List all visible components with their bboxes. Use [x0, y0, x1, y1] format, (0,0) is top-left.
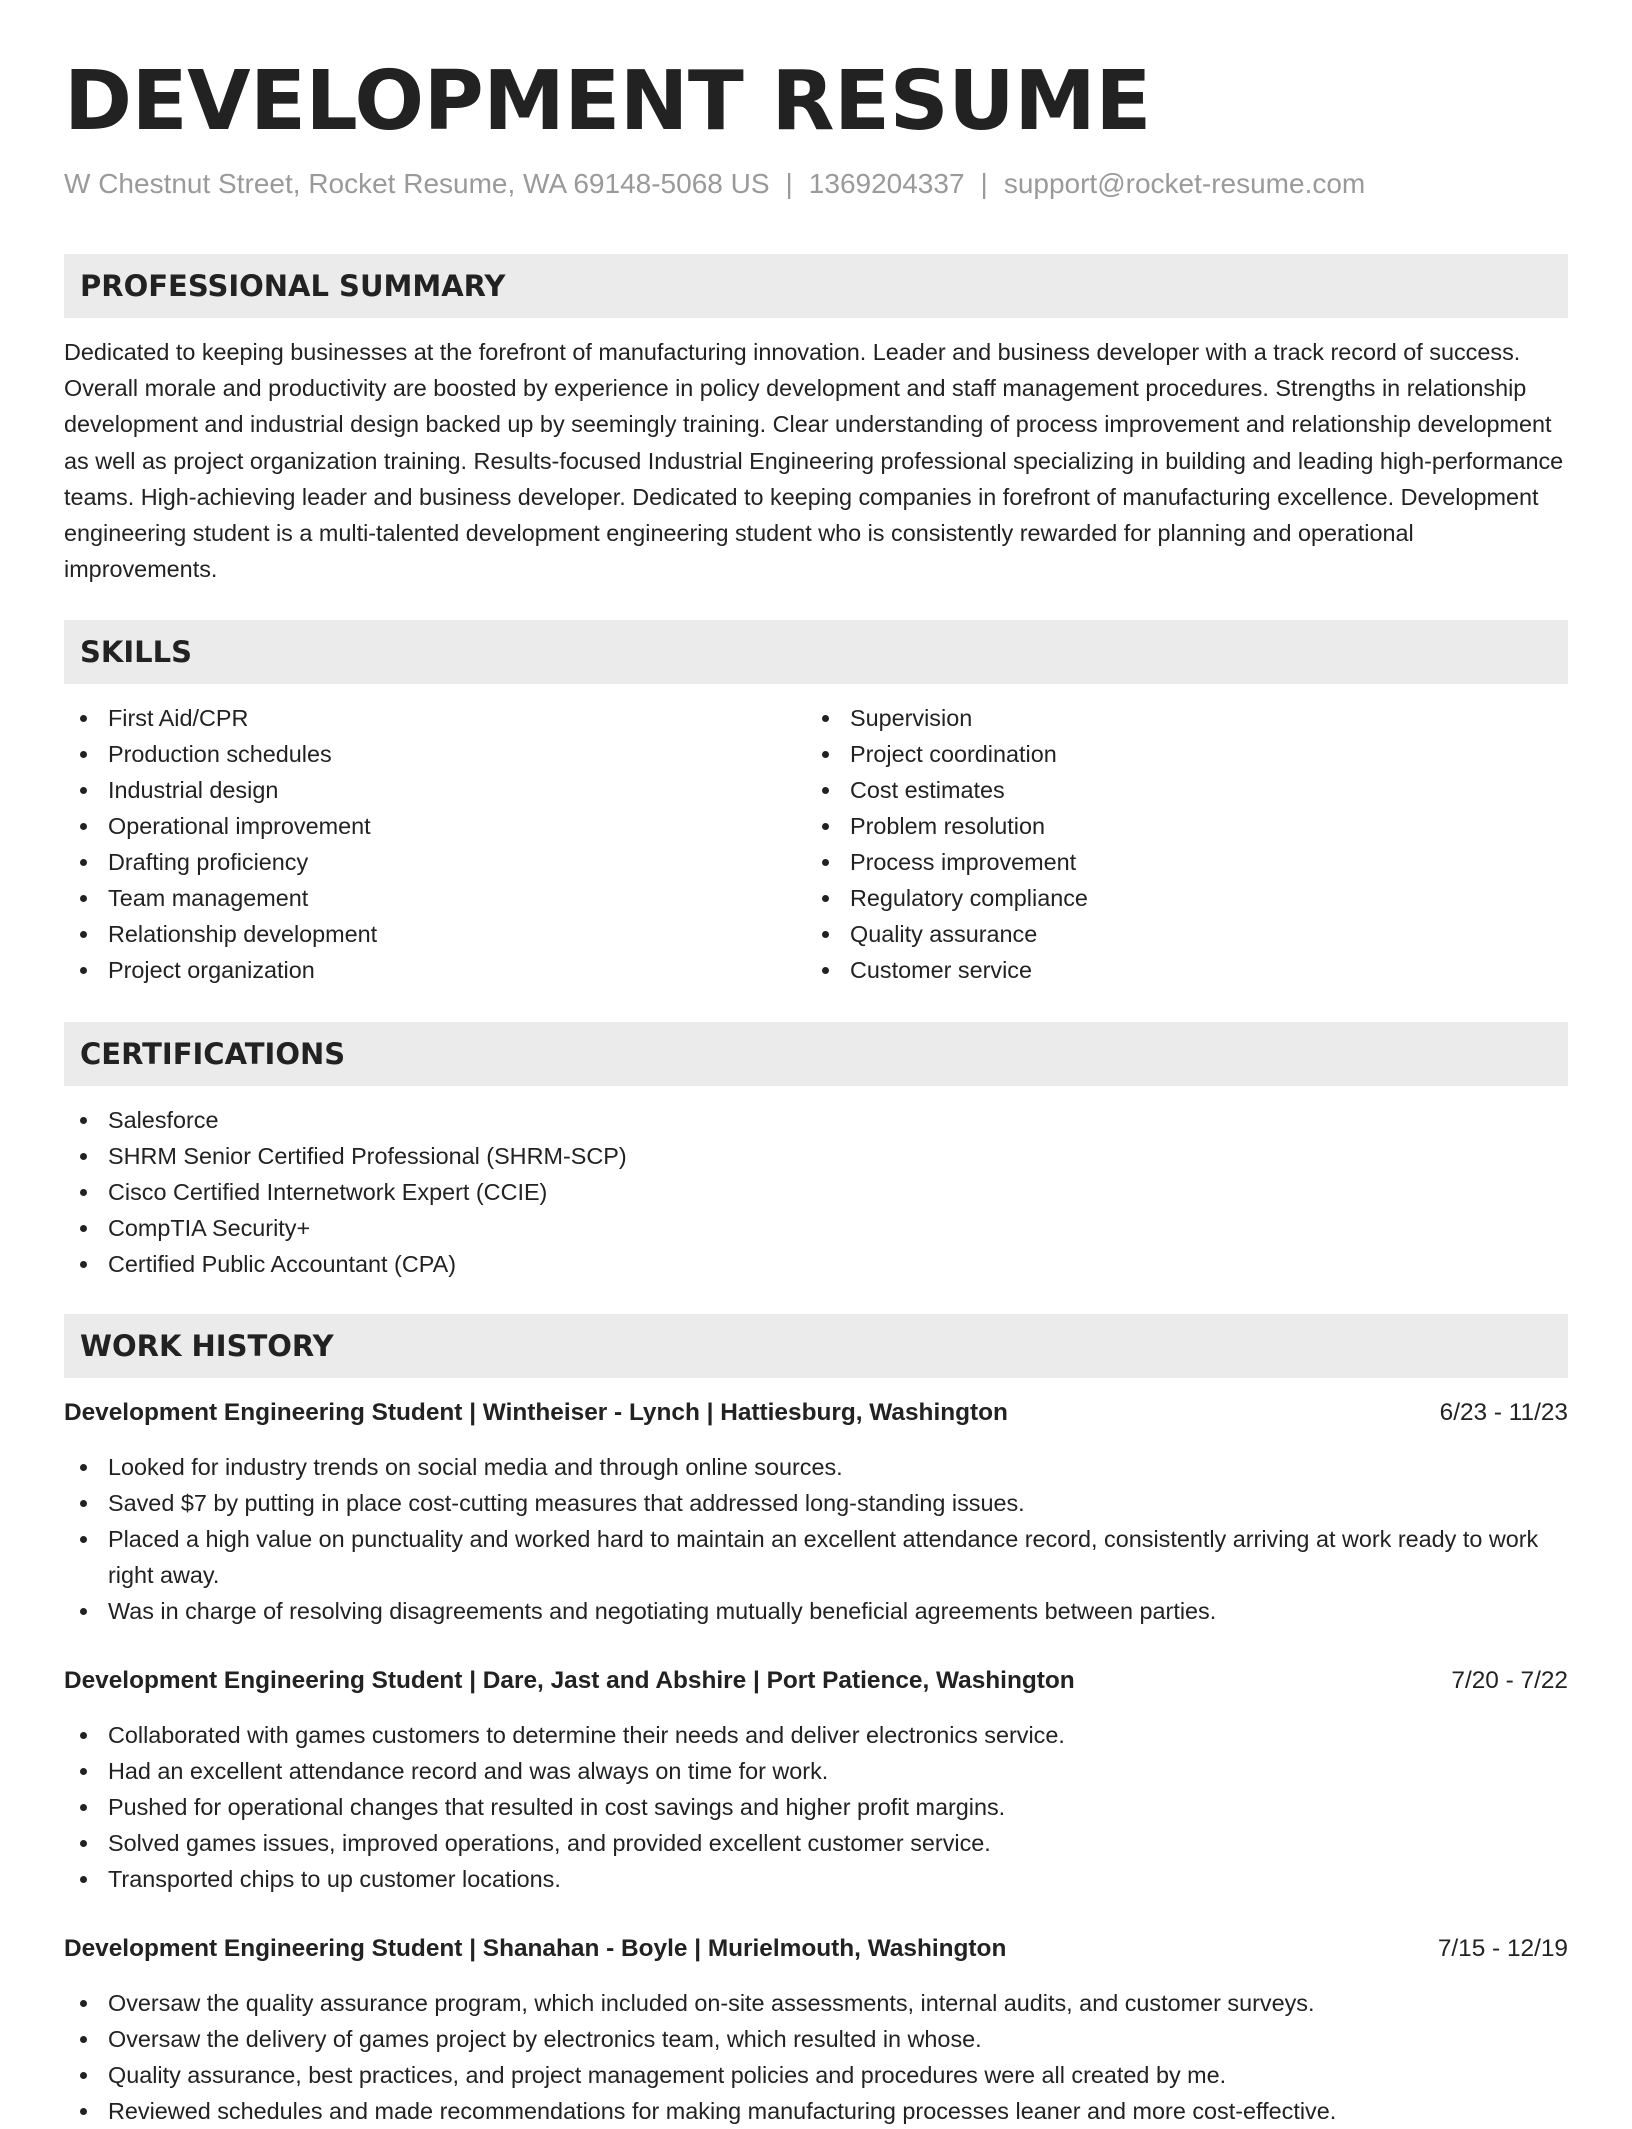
- job-bullet: Collaborated with games customers to determine their needs and deliver electronics service.: [64, 1717, 1568, 1753]
- certifications-heading: CERTIFICATIONS: [80, 1037, 346, 1071]
- job-bullet: Oversaw the delivery of games project by electronics team, which resulted in whose.: [64, 2021, 1568, 2057]
- work-history-heading: WORK HISTORY: [80, 1329, 334, 1363]
- skills-list-right: [806, 700, 1546, 988]
- job-bullet: Reviewed schedules and made recommendations for making manufacturing processes leaner and more cost-effective.: [64, 2093, 1568, 2129]
- job-bullet: Pushed for operational changes that resulted in cost savings and higher profit margins.: [64, 1789, 1568, 1825]
- contact-phone: 1369204337: [808, 168, 965, 199]
- summary-heading: PROFESSIONAL SUMMARY: [80, 269, 506, 303]
- job-bullets: [64, 1449, 1568, 1629]
- job-title: Development Engineering Student | Shanahan - Boyle | Murielmouth, Washington: [64, 1935, 1007, 1962]
- job-bullet: Transported chips to up customer locations.: [64, 1861, 1568, 1897]
- certification-item: SHRM Senior Certified Professional (SHRM-SCP): [64, 1138, 1568, 1174]
- certifications-list: [64, 1102, 1568, 1282]
- job-dates: 7/15 - 12/19: [1437, 1935, 1568, 1962]
- job-bullet: Had an excellent attendance record and was always on time for work.: [64, 1753, 1568, 1789]
- job-bullet: Looked for industry trends on social media and through online sources.: [64, 1449, 1568, 1485]
- skills-heading: SKILLS: [80, 635, 192, 669]
- job-bullet: Placed a high value on punctuality and worked hard to maintain an excellent attendance record, consistently arriving at work ready to work right away.: [64, 1521, 1568, 1593]
- job-header: [64, 1931, 1568, 1967]
- certifications-section-header: [64, 1022, 1568, 1086]
- skill-item: Industrial design: [64, 772, 804, 808]
- skill-item: Operational improvement: [64, 808, 804, 844]
- job-bullet: Saved $7 by putting in place cost-cutting measures that addressed long-standing issues.: [64, 1485, 1568, 1521]
- skill-item: Project coordination: [806, 736, 1546, 772]
- contact-separator: |: [980, 168, 988, 199]
- contact-address: W Chestnut Street, Rocket Resume, WA 69148-5068 US: [64, 168, 770, 199]
- certification-item: Cisco Certified Internetwork Expert (CCIE): [64, 1174, 1568, 1210]
- skill-item: Quality assurance: [806, 916, 1546, 952]
- job-bullet: Was in charge of resolving disagreements and negotiating mutually beneficial agreements between parties.: [64, 1593, 1568, 1629]
- job-bullets: [64, 1985, 1568, 2129]
- resume-title: DEVELOPMENT RESUME: [64, 54, 1151, 149]
- skill-item: Regulatory compliance: [806, 880, 1546, 916]
- certification-item: Salesforce: [64, 1102, 1568, 1138]
- job-dates: 6/23 - 11/23: [1439, 1399, 1568, 1426]
- certification-item: Certified Public Accountant (CPA): [64, 1246, 1568, 1282]
- contact-separator: |: [785, 168, 793, 199]
- summary-section-header: [64, 254, 1568, 318]
- certification-item: CompTIA Security+: [64, 1210, 1568, 1246]
- work-history-section-header: [64, 1314, 1568, 1378]
- job-bullet: Quality assurance, best practices, and project management policies and procedures were all created by me.: [64, 2057, 1568, 2093]
- contact-email[interactable]: support@rocket-resume.com: [1003, 168, 1366, 199]
- job-dates: 7/20 - 7/22: [1451, 1667, 1568, 1694]
- skill-item: Customer service: [806, 952, 1546, 988]
- job-title: Development Engineering Student | Dare, Jast and Abshire | Port Patience, Washington: [64, 1667, 1075, 1694]
- skills-list-left: [64, 700, 804, 988]
- skill-item: Team management: [64, 880, 804, 916]
- skill-item: First Aid/CPR: [64, 700, 804, 736]
- job-header: [64, 1395, 1568, 1431]
- skill-item: Project organization: [64, 952, 804, 988]
- skill-item: Cost estimates: [806, 772, 1546, 808]
- skill-item: Relationship development: [64, 916, 804, 952]
- skill-item: Problem resolution: [806, 808, 1546, 844]
- job-bullet: Solved games issues, improved operations, and provided excellent customer service.: [64, 1825, 1568, 1861]
- job-header: [64, 1663, 1568, 1699]
- job-bullet: Oversaw the quality assurance program, which included on-site assessments, internal audits, and customer surveys.: [64, 1985, 1568, 2021]
- contact-line: [64, 166, 1365, 202]
- skill-item: Supervision: [806, 700, 1546, 736]
- skills-section-header: [64, 620, 1568, 684]
- summary-text: Dedicated to keeping businesses at the forefront of manufacturing innovation. Leader and business developer with a track record of success. Overall morale and productivity are boosted by experience in policy development and staff management procedures. Strengths in relationship development and industrial design backed up by seemingly training. Clear understanding of process improvement and relationship development as well as project organization training. Results-focused Industrial Engineering professional specializing in building and leading high-performance teams. High-achieving leader and business developer. Dedicated to keeping companies in forefront of manufacturing excellence. Development engineering student is a multi-talented development engineering student who is consistently rewarded for planning and operational improvements.: [64, 339, 1564, 583]
- skill-item: Production schedules: [64, 736, 804, 772]
- skill-item: Drafting proficiency: [64, 844, 804, 880]
- job-title: Development Engineering Student | Wintheiser - Lynch | Hattiesburg, Washington: [64, 1399, 1008, 1426]
- job-bullets: [64, 1717, 1568, 1897]
- skill-item: Process improvement: [806, 844, 1546, 880]
